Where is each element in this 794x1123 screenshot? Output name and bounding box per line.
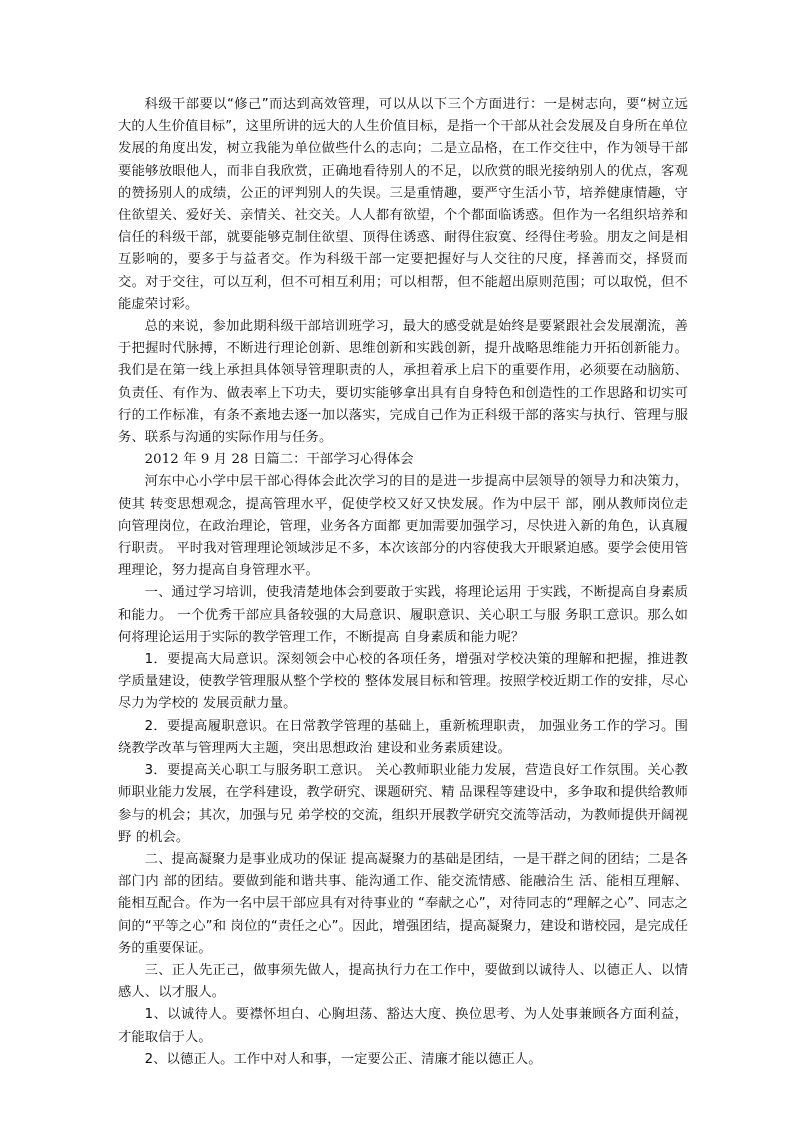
item-virtue: 2、以德正人。工作中对人和事，一定要公正、清廉才能以德正人。 [144, 1051, 542, 1067]
section-one: 一、通过学习培训，使我清楚地体会到要敢于实践，将理论运用 于实践，不断提高自身素质和能力。 一个优秀干部应具备较强的大局意识、履职意识、关心职工与服 务职工意识。那么如何将理论运用于实际的教学管理工作，不断提高 自身素质和能力呢？ [118, 585, 688, 645]
paragraph-intro: 河东中心小学中层干部心得体会此次学习的目的是进一步提高中层领导的领导力和决策力，使其 转变思想观念，提高管理水平，促使学校又好又快发展。作为中层干 部，刚从教师岗位走向管理岗位，在政治理论，管理，业务各方面都 更加需要加强学习，尽快进入新的角色，认真履行职责。 平时我对管理理论领域涉足不多，本次该部分的内容使我大开眼紧迫感。要学会使用管理理论，努力提高自身管理水平。 [118, 474, 688, 579]
item-sincerity: 1、以诚待人。要襟怀坦白、心胸坦荡、豁达大度、换位思考、为人处事兼顾各方面利益，才能取信于人。 [118, 1007, 688, 1045]
paragraph-summary: 总的来说，参加此期科级干部培训班学习，最大的感受就是始终是要紧跟社会发展潮流，善于把握时代脉搏，不断进行理论创新、思维创新和实践创新，提升战略思维能力开拓创新能力。我们是在第一线上承担具体领导管理职责的人，承担着承上启下的重要作用，必须要在动脑筋、负责任、有作为、做表率上下功夫，要切实能够拿出具有自身特色和创造性的工作思路和切实可行的工作标准，有条不紊地去逐一加以落实，完成自己作为正科级干部的落实与执行、管理与服务、联系与沟通的实际作用与任务。 [118, 319, 688, 446]
item-overall-awareness: 1．要提高大局意识。深刻领会中心校的各项任务，增强对学校决策的理解和把握，推进教学质量建设，使教学管理服从整个学校的 整体发展目标和管理。按照学校近期工作的安排，尽心尽力为学校的 发展贡献力量。 [118, 652, 688, 712]
date-heading: 2012 年 9 月 28 日篇二：干部学习心得体会 [144, 452, 414, 468]
paragraph-self-cultivation: 科级干部要以“修己”而达到高效管理，可以从以下三个方面进行：一是树志向，要“树立远大的人生价值目标”，这里所讲的远大的人生价值目标，是指一个干部从社会发展及自身所在单位发展的角度出发，树立我能为单位做些什么的志向；二是立品格，在工作交往中，作为领导干部要能够放眼他人，而非自我欣赏，正确地看待别人的不足，以欣赏的眼光接纳别人的优点，客观的赞扬别人的成绩，公正的评判别人的失误。三是重情趣，要严守生活小节，培养健康情趣，守住欲望关、爱好关、亲情关、社交关。人人都有欲望，个个都面临诱惑。但作为一名组织培养和信任的科级干部，就要能够克制住欲望、顶得住诱惑、耐得住寂寞、经得住考验。朋友之间是相互影响的，要多于与益者交。作为科级干部一定要把握好与人交往的尺度，择善而交，择贤而交。对于交往，可以互利，但不可相互利用；可以相帮，但不能超出原则范围；可以取悦，但不能虚荣讨彩。 [118, 97, 688, 312]
item-care-awareness: 3．要提高关心职工与服务职工意识。 关心教师职业能力发展，营造良好工作氛围。关心教师职业能力发展，在学科建设，教学研究、课题研究、精 品课程等建设中，多争取和提供给教师参与的机会；其次，加强与兄 弟学校的交流，组织开展教学研究交流等活动，为教师提供开阔视野 的机会。 [118, 763, 688, 845]
document-page [118, 94, 688, 1071]
section-two: 二、提高凝聚力是事业成功的保证 提高凝聚力的基础是团结，一是干群之间的团结；二是各部门内 部的团结。要做到能和谐共事、能沟通工作、能交流情感、能融洽生 活、能相互理解、能相互配合。作为一名中层干部应具有对待事业的 “奉献之心”，对待同志的“理解之心”、同志之间的“平等之心”和 岗位的“责任之心”。因此，增强团结，提高凝聚力，建设和谐校园，是完成任务的重要保证。 [118, 851, 688, 956]
section-three: 三、正人先正己，做事须先做人，提高执行力在工作中，要做到以诚待人、以德正人、以情感人、以才服人。 [118, 962, 688, 1001]
item-duty-awareness: 2．要提高履职意识。在日常教学管理的基础上，重新梳理职责， 加强业务工作的学习。围绕教学改革与管理两大主题，突出思想政治 建设和业务素质建设。 [118, 718, 688, 756]
